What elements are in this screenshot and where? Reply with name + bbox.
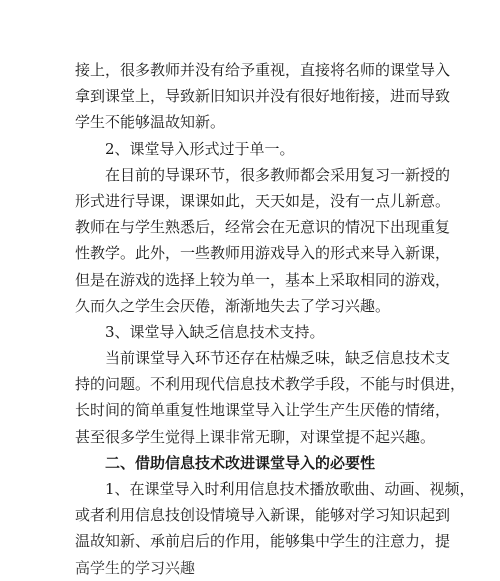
document-body <box>75 57 475 577</box>
text-line: 甚至很多学生觉得上课非常无聊，对课堂提不起兴趣。 <box>75 427 436 446</box>
text-line: 学生不能够温故知新。 <box>75 113 226 132</box>
text-line: 但是在游戏的选择上较为单一，基本上采取相同的游戏， <box>75 270 451 289</box>
text-line: 持的问题。不利用现代信息技术教学手段，不能与时俱进， <box>75 375 466 394</box>
text-line: 3、课堂导入缺乏信息技术支持。 <box>105 322 325 341</box>
text-line: 久而久之学生会厌倦，渐渐地失去了学习兴趣。 <box>75 296 391 315</box>
text-line: 教师在与学生熟悉后，经常会在无意识的情况下出现重复 <box>75 218 451 237</box>
text-line: 性教学。此外，一些教师用游戏导入的形式来导入新课， <box>75 244 451 263</box>
text-line: 温故知新、承前启后的作用，能够集中学生的注意力，提 <box>75 532 451 551</box>
text-line: 高学生的学习兴趣 <box>75 558 196 577</box>
text-line: 1、在课堂导入时利用信息技术播放歌曲、动画、视频， <box>105 480 475 498</box>
text-line: 拿到课堂上，导致新旧知识并没有很好地衔接，进而导致 <box>75 87 451 106</box>
text-line: 或者利用信息技创设情境导入新课，能够对学习知识起到 <box>75 506 451 525</box>
text-line: 长时间的简单重复性地课堂导入让学生产生厌倦的情绪， <box>75 401 451 420</box>
text-line: 当前课堂导入环节还存在枯燥乏味，缺乏信息技术支 <box>105 349 451 368</box>
text-line: 在目前的导课环节，很多教师都会采用复习一新授的 <box>105 165 451 184</box>
text-line: 接上，很多教师并没有给予重视，直接将名师的课堂导入 <box>75 61 451 79</box>
section-heading: 二、借助信息技术改进课堂导入的必要性 <box>105 453 376 472</box>
text-line: 形式进行导课，课课如此，天天如是，没有一点儿新意。 <box>75 191 451 210</box>
text-line: 2、课堂导入形式过于单一。 <box>105 139 295 158</box>
